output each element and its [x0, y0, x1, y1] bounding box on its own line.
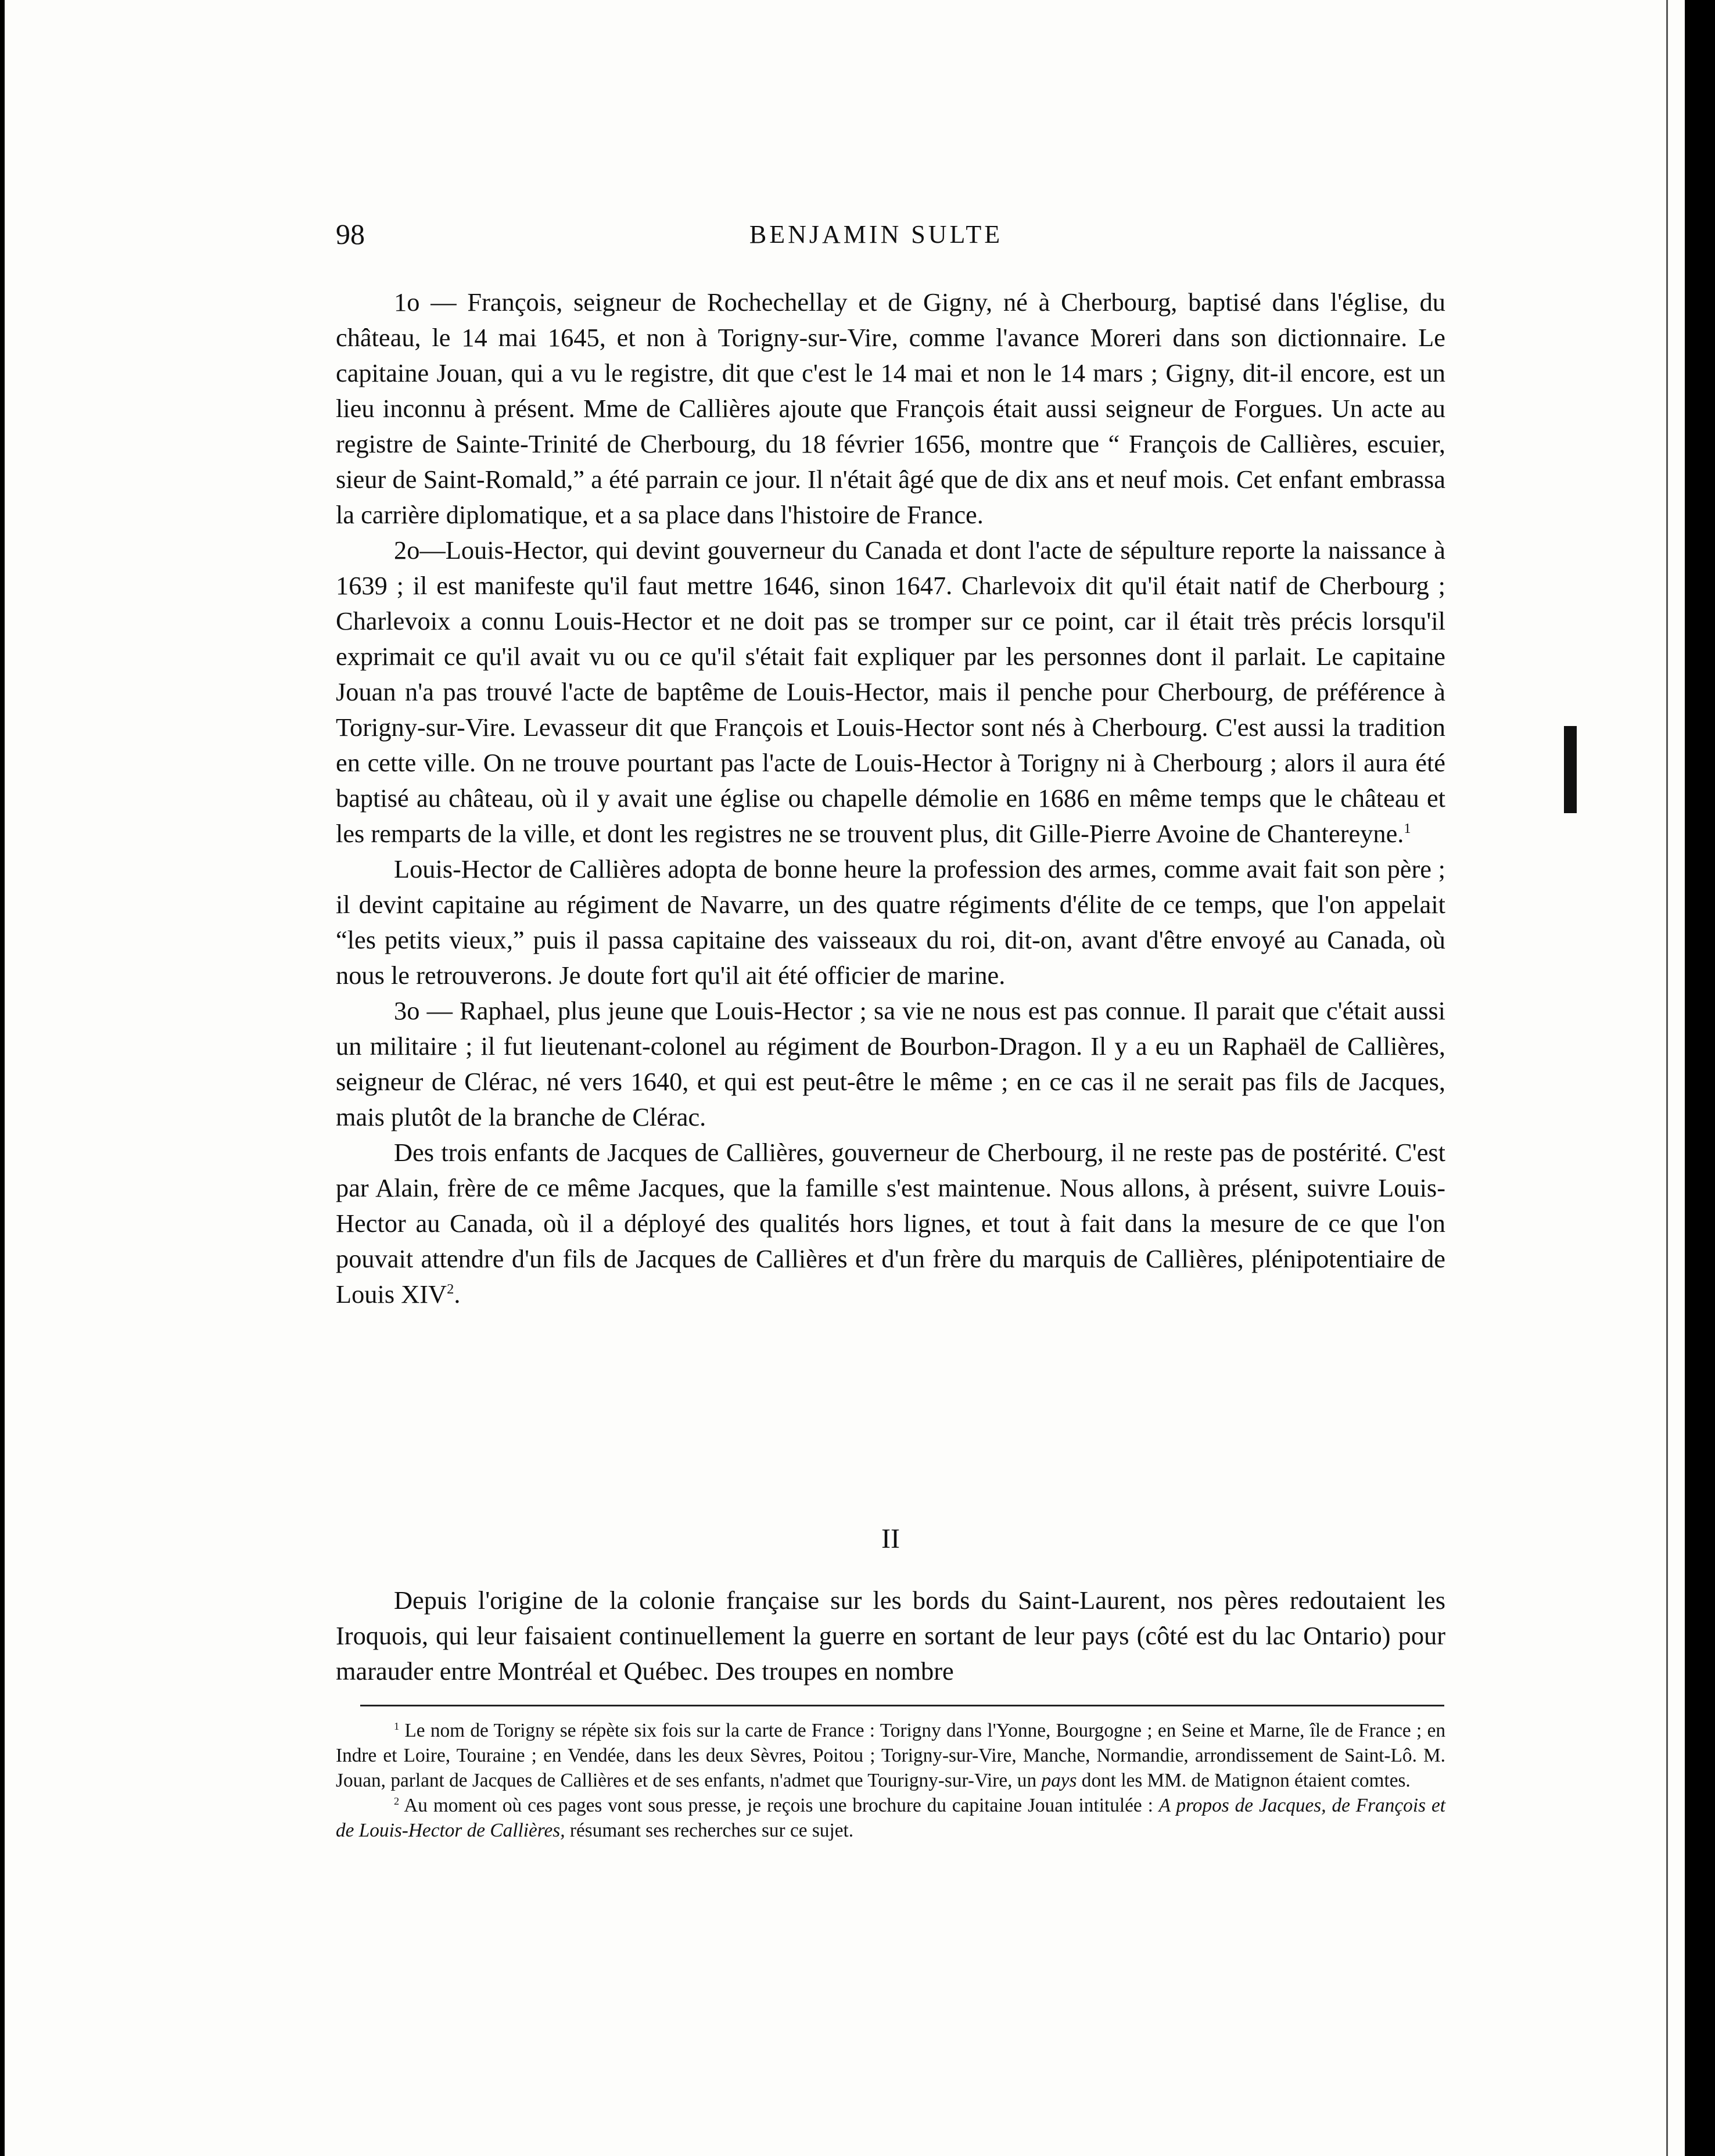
footnote-2-end: résumant ses recherches sur ce sujet. — [565, 1820, 854, 1841]
footnote-1-marker: 1 — [394, 1720, 400, 1732]
paragraph-posterity-text: Des trois enfants de Jacques de Callières, gouverneur de Cherbourg, il ne reste pas de postérité. C'est par Alain, frère de ce même Jacques, que la famille s'est maintenue. Nous allons, à présent, suivre Louis-Hector au Canada, où il a déployé des qualités hors lignes, et tout à fait dans la mesure de ce que l'on pouvait attendre d'un fils de Jacques de Callières et d'un frère du marquis de Callières, plénipotentiaire de Louis XIV — [336, 1138, 1445, 1309]
footnotes — [336, 1718, 1445, 1843]
footnote-2-marker: 2 — [394, 1795, 400, 1807]
footnote-1-italic: pays — [1041, 1770, 1077, 1791]
paragraph-iroquois: Depuis l'origine de la colonie française sur les bords du Saint-Laurent, nos pères redoutaient les Iroquois, qui leur faisaient continuellement la guerre en sortant de leur pays (côté est du lac Ontario) pour marauder entre Montréal et Québec. Des troupes en nombre — [336, 1586, 1445, 1686]
footnote-divider — [360, 1705, 1444, 1706]
page-header — [336, 217, 1416, 258]
footnote-1-text: Le nom de Torigny se répète six fois sur la carte de France : Torigny dans l'Yonne, Bourgogne ; en Seine et Marne, île de France ; en Indre et Loire, Touraine ; en Vendée, dans les deux Sèvres, Poitou ; Torigny-sur-Vire, Manche, Normandie, arrondissement de Saint-Lô. M. Jouan, parlant de Jacques de Callières et de ses enfants, n'admet que Tourigny-sur-Vire, un — [336, 1720, 1445, 1791]
paragraph-francois: 1o — François, seigneur de Rochechellay et de Gigny, né à Cherbourg, baptisé dans l'église, du château, le 14 mai 1645, et non à Torigny-sur-Vire, comme l'avance Moreri dans son dictionnaire. Le capitaine Jouan, qui a vu le registre, dit que c'est le 14 mai et non le 14 mars ; Gigny, dit-il encore, est un lieu inconnu à présent. Mme de Callières ajoute que François était aussi seigneur de Forgues. Un acte au registre de Sainte-Trinité de Cherbourg, du 18 février 1656, montre que “ François de Callières, escuier, sieur de Saint-Romald,” a été parrain ce jour. Il n'était âgé que de dix ans et neuf mois. Cet enfant embrassa la carrière diplomatique, et a sa place dans l'histoire de France. — [336, 288, 1445, 529]
page-number: 98 — [336, 218, 365, 250]
footnote-2 — [336, 1793, 1445, 1843]
paragraph-raphael: 3o — Raphael, plus jeune que Louis-Hector ; sa vie ne nous est pas connue. Il parait que c'était aussi un militaire ; il fut lieutenant-colonel au régiment de Bourbon-Dragon. Il y a eu un Raphaël de Callières, seigneur de Clérac, né vers 1640, et qui est peut-être le même ; en ce cas il ne serait pas fils de Jacques, mais plutôt de la branche de Clérac. — [336, 996, 1445, 1131]
document-page — [5, 0, 1685, 2156]
footnote-1 — [336, 1718, 1445, 1793]
paragraph-louis-hector-text: 2o—Louis-Hector, qui devint gouverneur du Canada et dont l'acte de sépulture reporte la naissance à 1639 ; il est manifeste qu'il faut mettre 1646, sinon 1647. Charlevoix dit qu'il était natif de Cherbourg ; Charlevoix a connu Louis-Hector et ne doit pas se tromper sur ce point, car il était très précis lorsqu'il exprimait ce qu'il avait vu ou ce qu'il s'était fait expliquer par les personnes dont il parlait. Le capitaine Jouan n'a pas trouvé l'acte de baptême de Louis-Hector, mais il penche pour Cherbourg, de préférence à Torigny-sur-Vire. Levasseur dit que François et Louis-Hector sont nés à Cherbourg. C'est aussi la tradition en cette ville. On ne trouve pourtant pas l'acte de Louis-Hector à Torigny ni à Cherbourg ; alors il aura été baptisé au château, où il y avait une église ou chapelle démolie en 1686 en même temps que le château et les remparts de la ville, et dont les registres ne se trouvent plus, dit Gille-Pierre Avoine de Chantereyne. — [336, 536, 1445, 848]
paragraph-posterity: Des trois enfants de Jacques de Callières, gouverneur de Cherbourg, il ne reste pas de postérité. C'est par Alain, frère de ce même Jacques, que la famille s'est maintenue. Nous allons, à présent, suivre Louis-Hector au Canada, où il a déployé des qualités hors lignes, et tout à fait dans la mesure de ce que l'on pouvait attendre d'un fils de Jacques de Callières et d'un frère du marquis de Callières, plénipotentiaire de Louis XIV$^2$. — [336, 1138, 1445, 1309]
scan-edge-line — [1666, 0, 1668, 2156]
paragraph-louis-hector — [336, 533, 1445, 851]
running-head: BENJAMIN SULTE — [749, 220, 1003, 249]
paragraph-louis-hector-career: Louis-Hector de Callières adopta de bonne heure la profession des armes, comme avait fait son père ; il devint capitaine au régiment de Navarre, un des quatre régiments d'élite de ce temps, que l'on appelait “les petits vieux,” puis il passa capitaine des vaisseaux du roi, dit-on, avant d'être envoyé au Canada, où nous le retrouverons. Je doute fort qu'il ait été officier de marine. — [336, 854, 1445, 990]
scan-border — [1685, 0, 1715, 2156]
footnote-1-end: dont les MM. de Matignon étaient comtes. — [1077, 1770, 1411, 1791]
main-text — [336, 285, 1445, 1312]
scan-edge-mark — [1564, 726, 1577, 813]
footnote-2-italic: A propos de Jacques, de François et de Louis-Hector de Callières, — [336, 1795, 1445, 1841]
footnote-ref-2: 2 — [447, 1281, 454, 1298]
section-text — [336, 1583, 1445, 1689]
footnote-ref-1: 1 — [1404, 821, 1411, 837]
footnote-2-text: Au moment où ces pages vont sous presse, je reçois une brochure du capitaine Jouan intitulée : — [399, 1795, 1159, 1816]
section-heading: II — [881, 1523, 900, 1554]
